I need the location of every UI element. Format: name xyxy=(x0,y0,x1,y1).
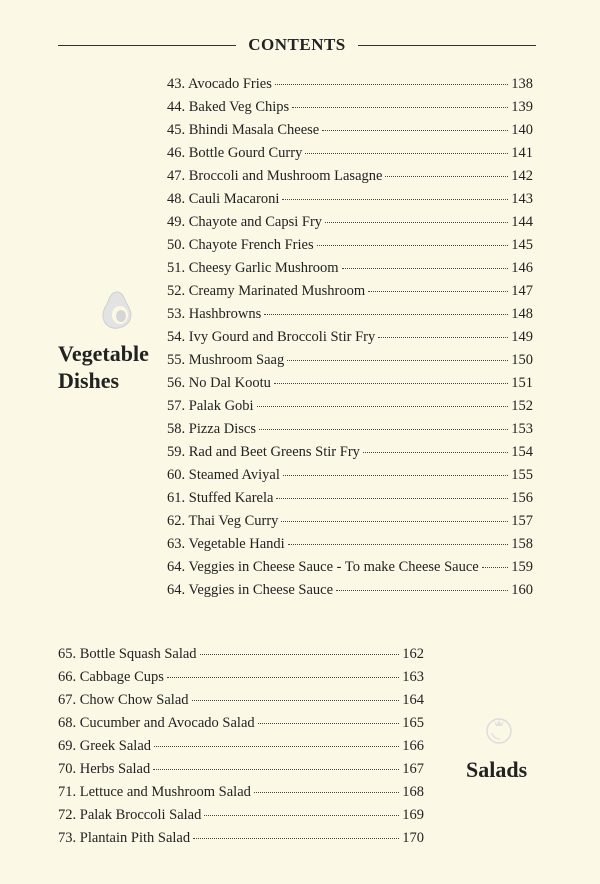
toc-entry-title: 44. Baked Veg Chips xyxy=(167,99,290,115)
header-rule-left xyxy=(58,45,236,46)
toc-entry-page-number: 166 xyxy=(402,738,424,754)
toc-entry-title: 58. Pizza Discs xyxy=(167,421,256,437)
toc-entry-page-number: 143 xyxy=(511,191,533,207)
toc-entry[interactable] xyxy=(167,257,533,280)
section-title-line-1: Vegetable xyxy=(58,341,149,366)
toc-entry[interactable] xyxy=(167,96,533,119)
dot-leader xyxy=(258,723,400,724)
toc-entry[interactable] xyxy=(167,165,533,188)
toc-entry-page-number: 159 xyxy=(511,559,533,575)
toc-entry-title: 66. Cabbage Cups xyxy=(58,669,164,685)
toc-entry-page-number: 158 xyxy=(511,536,533,552)
toc-entry-page-number: 155 xyxy=(511,467,533,483)
toc-entry[interactable] xyxy=(58,781,424,804)
toc-entry[interactable] xyxy=(167,326,533,349)
toc-entry-title: 50. Chayote French Fries xyxy=(167,237,314,253)
contents-header xyxy=(58,34,536,56)
toc-entry-page-number: 151 xyxy=(511,375,533,391)
dot-leader xyxy=(257,406,509,407)
toc-entry-page-number: 156 xyxy=(511,490,533,506)
toc-entry-page-number: 139 xyxy=(511,99,533,115)
toc-entry-title: 60. Steamed Aviyal xyxy=(167,467,280,483)
toc-entry-title: 64. Veggies in Cheese Sauce xyxy=(167,582,334,598)
toc-entry-title: 70. Herbs Salad xyxy=(58,761,151,777)
toc-entry[interactable] xyxy=(167,487,533,510)
toc-entry-title: 73. Plantain Pith Salad xyxy=(58,830,191,846)
toc-entry[interactable] xyxy=(58,666,424,689)
toc-entry[interactable] xyxy=(167,579,533,602)
dot-leader xyxy=(274,383,508,384)
toc-entry-title: 72. Palak Broccoli Salad xyxy=(58,807,202,823)
toc-entry-page-number: 147 xyxy=(511,283,533,299)
toc-entry-page-number: 169 xyxy=(402,807,424,823)
toc-entry[interactable] xyxy=(167,556,533,579)
toc-entry[interactable] xyxy=(167,418,533,441)
dot-leader xyxy=(287,360,508,361)
toc-entry-title: 67. Chow Chow Salad xyxy=(58,692,189,708)
toc-entry-page-number: 140 xyxy=(511,122,533,138)
toc-entry[interactable] xyxy=(167,234,533,257)
toc-entry-page-number: 164 xyxy=(402,692,424,708)
toc-entry-page-number: 165 xyxy=(402,715,424,731)
toc-entry[interactable] xyxy=(58,643,424,666)
tomato-icon xyxy=(484,715,514,745)
toc-entry[interactable] xyxy=(167,119,533,142)
toc-entry[interactable] xyxy=(167,441,533,464)
toc-entry-page-number: 152 xyxy=(511,398,533,414)
dot-leader xyxy=(204,815,399,816)
toc-entry-page-number: 154 xyxy=(511,444,533,460)
section-title-salads: Salads xyxy=(466,757,528,782)
toc-entry-page-number: 153 xyxy=(511,421,533,437)
toc-entry-title: 43. Avocado Fries xyxy=(167,76,272,92)
toc-entry-title: 64. Veggies in Cheese Sauce - To make Cheese Sauce xyxy=(167,559,479,575)
toc-entry-title: 71. Lettuce and Mushroom Salad xyxy=(58,784,251,800)
dot-leader xyxy=(264,314,508,315)
dot-leader xyxy=(378,337,508,338)
dot-leader xyxy=(276,498,508,499)
dot-leader xyxy=(275,84,508,85)
dot-leader xyxy=(317,245,509,246)
toc-entry-title: 62. Thai Veg Curry xyxy=(167,513,279,529)
toc-entry[interactable] xyxy=(167,142,533,165)
toc-entry-page-number: 162 xyxy=(402,646,424,662)
dot-leader xyxy=(322,130,508,131)
toc-entry[interactable] xyxy=(58,735,424,758)
toc-entry-page-number: 138 xyxy=(511,76,533,92)
toc-entry[interactable] xyxy=(167,188,533,211)
dot-leader xyxy=(363,452,508,453)
toc-entry-page-number: 144 xyxy=(511,214,533,230)
toc-entry-title: 61. Stuffed Karela xyxy=(167,490,274,506)
dot-leader xyxy=(254,792,399,793)
page-title: CONTENTS xyxy=(248,35,346,54)
toc-entry-page-number: 157 xyxy=(511,513,533,529)
toc-entry-title: 53. Hashbrowns xyxy=(167,306,262,322)
section-title-line-2: Dishes xyxy=(58,368,120,393)
dot-leader xyxy=(368,291,508,292)
toc-entry[interactable] xyxy=(167,464,533,487)
toc-entry[interactable] xyxy=(167,349,533,372)
salads-list xyxy=(58,643,424,850)
dot-leader xyxy=(325,222,508,223)
toc-entry-page-number: 145 xyxy=(511,237,533,253)
vegetable-dishes-list xyxy=(167,73,533,602)
toc-entry-page-number: 168 xyxy=(402,784,424,800)
section-title-vegetable-dishes xyxy=(58,340,149,394)
toc-entry-title: 48. Cauli Macaroni xyxy=(167,191,280,207)
dot-leader xyxy=(282,199,508,200)
toc-entry-title: 51. Cheesy Garlic Mushroom xyxy=(167,260,339,276)
dot-leader xyxy=(288,544,509,545)
toc-entry-title: 65. Bottle Squash Salad xyxy=(58,646,197,662)
toc-entry[interactable] xyxy=(58,758,424,781)
toc-entry-title: 45. Bhindi Masala Cheese xyxy=(167,122,320,138)
dot-leader xyxy=(200,654,400,655)
toc-entry[interactable] xyxy=(58,712,424,735)
toc-entry-page-number: 163 xyxy=(402,669,424,685)
toc-entry-page-number: 160 xyxy=(511,582,533,598)
toc-entry-page-number: 148 xyxy=(511,306,533,322)
toc-entry[interactable] xyxy=(167,372,533,395)
toc-entry-page-number: 167 xyxy=(402,761,424,777)
toc-entry-page-number: 142 xyxy=(511,168,533,184)
toc-entry-title: 46. Bottle Gourd Curry xyxy=(167,145,303,161)
dot-leader xyxy=(153,769,399,770)
toc-entry-title: 54. Ivy Gourd and Broccoli Stir Fry xyxy=(167,329,376,345)
dot-leader xyxy=(259,429,508,430)
dot-leader xyxy=(154,746,399,747)
toc-entry[interactable] xyxy=(58,689,424,712)
toc-entry[interactable] xyxy=(167,303,533,326)
dot-leader xyxy=(192,700,400,701)
toc-entry-title: 56. No Dal Kootu xyxy=(167,375,271,391)
dot-leader xyxy=(385,176,508,177)
dot-leader xyxy=(193,838,399,839)
toc-entry[interactable] xyxy=(167,280,533,303)
dot-leader xyxy=(305,153,508,154)
dot-leader xyxy=(283,475,508,476)
toc-entry[interactable] xyxy=(167,395,533,418)
toc-entry-title: 68. Cucumber and Avocado Salad xyxy=(58,715,255,731)
toc-entry-title: 69. Greek Salad xyxy=(58,738,152,754)
toc-entry[interactable] xyxy=(167,211,533,234)
toc-entry-title: 59. Rad and Beet Greens Stir Fry xyxy=(167,444,360,460)
avocado-icon xyxy=(100,290,134,330)
toc-entry-title: 57. Palak Gobi xyxy=(167,398,254,414)
dot-leader xyxy=(281,521,508,522)
dot-leader xyxy=(342,268,509,269)
dot-leader xyxy=(167,677,399,678)
header-rule-right xyxy=(358,45,536,46)
toc-entry[interactable] xyxy=(167,73,533,96)
toc-entry[interactable] xyxy=(58,804,424,827)
toc-entry[interactable] xyxy=(167,510,533,533)
toc-entry-title: 55. Mushroom Saag xyxy=(167,352,285,368)
toc-entry-page-number: 150 xyxy=(511,352,533,368)
dot-leader xyxy=(336,590,508,591)
toc-entry-page-number: 149 xyxy=(511,329,533,345)
toc-entry-title: 49. Chayote and Capsi Fry xyxy=(167,214,323,230)
dot-leader xyxy=(292,107,508,108)
toc-entry[interactable] xyxy=(58,827,424,850)
toc-entry-title: 47. Broccoli and Mushroom Lasagne xyxy=(167,168,383,184)
toc-entry-title: 52. Creamy Marinated Mushroom xyxy=(167,283,366,299)
toc-entry-page-number: 146 xyxy=(511,260,533,276)
dot-leader xyxy=(482,567,509,568)
toc-entry-page-number: 141 xyxy=(511,145,533,161)
toc-entry-page-number: 170 xyxy=(402,830,424,846)
toc-entry[interactable] xyxy=(167,533,533,556)
toc-entry-title: 63. Vegetable Handi xyxy=(167,536,285,552)
